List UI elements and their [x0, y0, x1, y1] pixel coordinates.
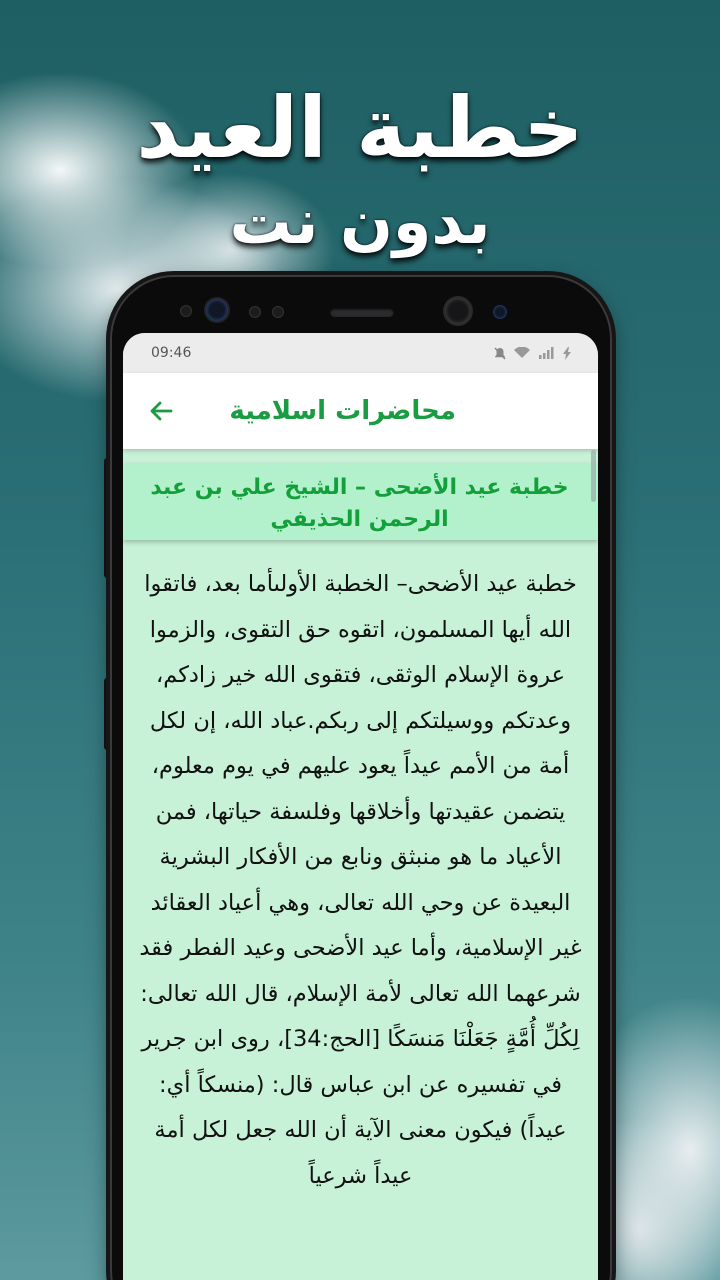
app-title: محاضرات اسلامية [229, 396, 456, 426]
promo-subheadline: بدون نت [229, 185, 491, 258]
status-bar [123, 333, 598, 373]
app-bar [123, 373, 598, 449]
phone-iris-sensor [206, 299, 228, 321]
phone-sensor [180, 305, 192, 317]
wifi-icon [514, 347, 530, 359]
app-screen [123, 333, 598, 1280]
status-icons [494, 347, 572, 360]
phone-sensor [272, 306, 284, 318]
article-body: خطبة عيد الأضحى– الخطبة الأولىأما بعد، فاتقوا الله أيها المسلمون، اتقوه حق التقوى، والزموا عروة الإسلام الوثقى، فتقوى الله خير زادكم، وعدتكم ووسيلتكم إلى ربكم.عباد الله، إن لكل أمة من الأمم عيداً يعود عليهم في يوم معلوم، يتضمن عقيدتها وأخلاقها وفلسفة حياتها، فمن الأعياد ما هو منبثق ونابع من الأفكار البشرية البعيدة عن وحي الله تعالى، وهي أعياد العقائد غير الإسلامية، وأما عيد الأضحى وعيد الفطر فقد شرعهما الله تعالى لأمة الإسلام، قال الله تعالى: لِكُلِّ أُمَّةٍ جَعَلْنَا مَنسَكًا [الحج:34]، روى ابن جرير في تفسيره عن ابن عباس قال: (منسكاً أي: عيداً) فيكون معنى الآية أن الله جعل لكل أمة عيداً شرعياً [139, 571, 582, 1189]
phone-sensor [493, 305, 507, 319]
article-title: خطبة عيد الأضحى – الشيخ علي بن عبد الرحمن الحذيفي [123, 464, 598, 540]
arrow-left-icon [147, 397, 175, 425]
battery-charging-icon [562, 347, 572, 360]
phone-speaker [330, 308, 394, 317]
status-time: 09:46 [151, 345, 192, 361]
back-button[interactable] [141, 391, 181, 431]
scrollbar-thumb[interactable] [591, 450, 596, 502]
signal-icon [538, 347, 554, 359]
mute-icon [494, 347, 506, 360]
promo-headline: خطبة العيد [136, 79, 584, 177]
phone-sensor [249, 306, 261, 318]
front-camera [445, 298, 471, 324]
